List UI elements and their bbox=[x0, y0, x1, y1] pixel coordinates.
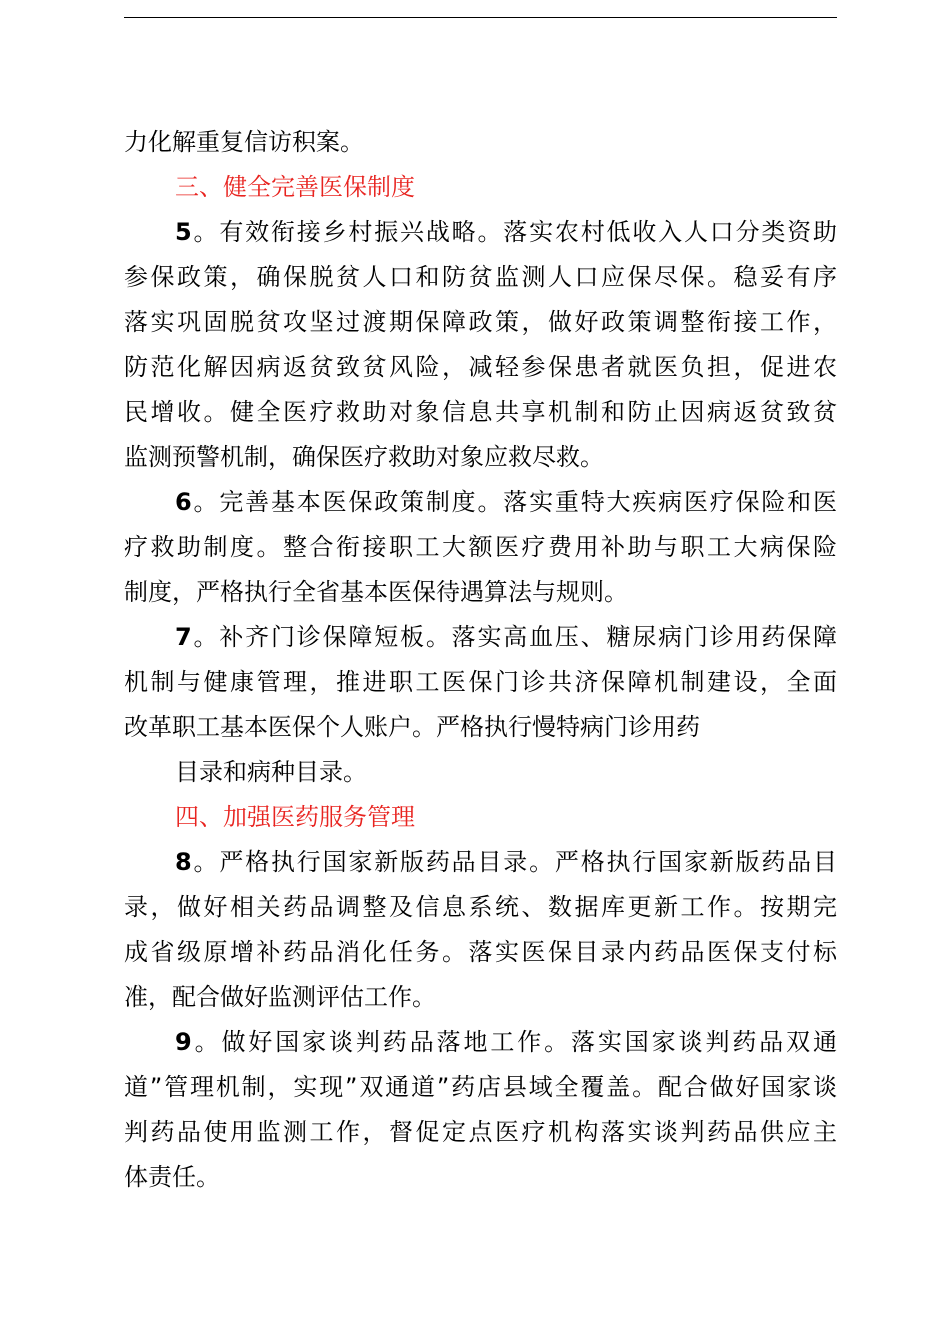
item-5-line: 防范化解因病返贫致贫风险，减轻参保患者就医负担，促进农 bbox=[124, 353, 837, 381]
item-6-line bbox=[124, 480, 837, 525]
item-7-line: 目录和病种目录。 bbox=[175, 758, 367, 786]
item-number: 7 bbox=[175, 623, 192, 651]
item-5-line bbox=[124, 210, 837, 255]
item-7-line: 机制与健康管理，推进职工医保门诊共济保障机制建设，全面 bbox=[124, 668, 837, 696]
item-9-line bbox=[124, 1020, 837, 1065]
item-7-line bbox=[124, 615, 837, 660]
item-6-line: 制度，严格执行全省基本医保待遇算法与规则。 bbox=[124, 578, 628, 606]
item-9-text: 。做好国家谈判药品落地工作。落实国家谈判药品双通 bbox=[191, 1028, 837, 1056]
item-5-line: 监测预警机制，确保医疗救助对象应救尽救。 bbox=[124, 443, 604, 471]
header-rule bbox=[124, 17, 837, 18]
item-8-line: 准，配合做好监测评估工作。 bbox=[124, 983, 436, 1011]
item-number: 6 bbox=[175, 488, 192, 516]
section-heading-3: 三、健全完善医保制度 bbox=[175, 173, 415, 201]
item-5-line: 民增收。健全医疗救助对象信息共享机制和防止因病返贫致贫 bbox=[124, 398, 837, 426]
item-8-text: 。严格执行国家新版药品目录。严格执行国家新版药品目 bbox=[191, 848, 837, 876]
item-9-line: 判药品使用监测工作，督促定点医疗机构落实谈判药品供应主 bbox=[124, 1118, 837, 1146]
item-number: 8 bbox=[175, 848, 192, 876]
document-body bbox=[124, 120, 837, 1200]
item-7-text: 。补齐门诊保障短板。落实高血压、糖尿病门诊用药保障 bbox=[191, 623, 837, 651]
item-8-line: 录，做好相关药品调整及信息系统、数据库更新工作。按期完 bbox=[124, 893, 837, 921]
item-9-line: 道”管理机制，实现”双通道”药店县域全覆盖。配合做好国家谈 bbox=[124, 1073, 837, 1101]
item-number: 5 bbox=[175, 218, 192, 246]
paragraph-line: 力化解重复信访积案。 bbox=[124, 128, 364, 156]
item-5-line: 落实巩固脱贫攻坚过渡期保障政策，做好政策调整衔接工作， bbox=[124, 308, 837, 336]
item-8-line: 成省级原增补药品消化任务。落实医保目录内药品医保支付标 bbox=[124, 938, 837, 966]
item-6-text: 。完善基本医保政策制度。落实重特大疾病医疗保险和医 bbox=[191, 488, 837, 516]
item-number: 9 bbox=[175, 1028, 192, 1056]
item-5-text: 。有效衔接乡村振兴战略。落实农村低收入人口分类资助 bbox=[191, 218, 837, 246]
item-6-line: 疗救助制度。整合衔接职工大额医疗费用补助与职工大病保险 bbox=[124, 533, 837, 561]
item-7-line: 改革职工基本医保个人账户。严格执行慢特病门诊用药 bbox=[124, 713, 700, 741]
item-8-line bbox=[124, 840, 837, 885]
item-9-line: 体责任。 bbox=[124, 1163, 220, 1191]
item-5-line: 参保政策，确保脱贫人口和防贫监测人口应保尽保。稳妥有序 bbox=[124, 263, 837, 291]
section-heading-4: 四、加强医药服务管理 bbox=[175, 803, 415, 831]
